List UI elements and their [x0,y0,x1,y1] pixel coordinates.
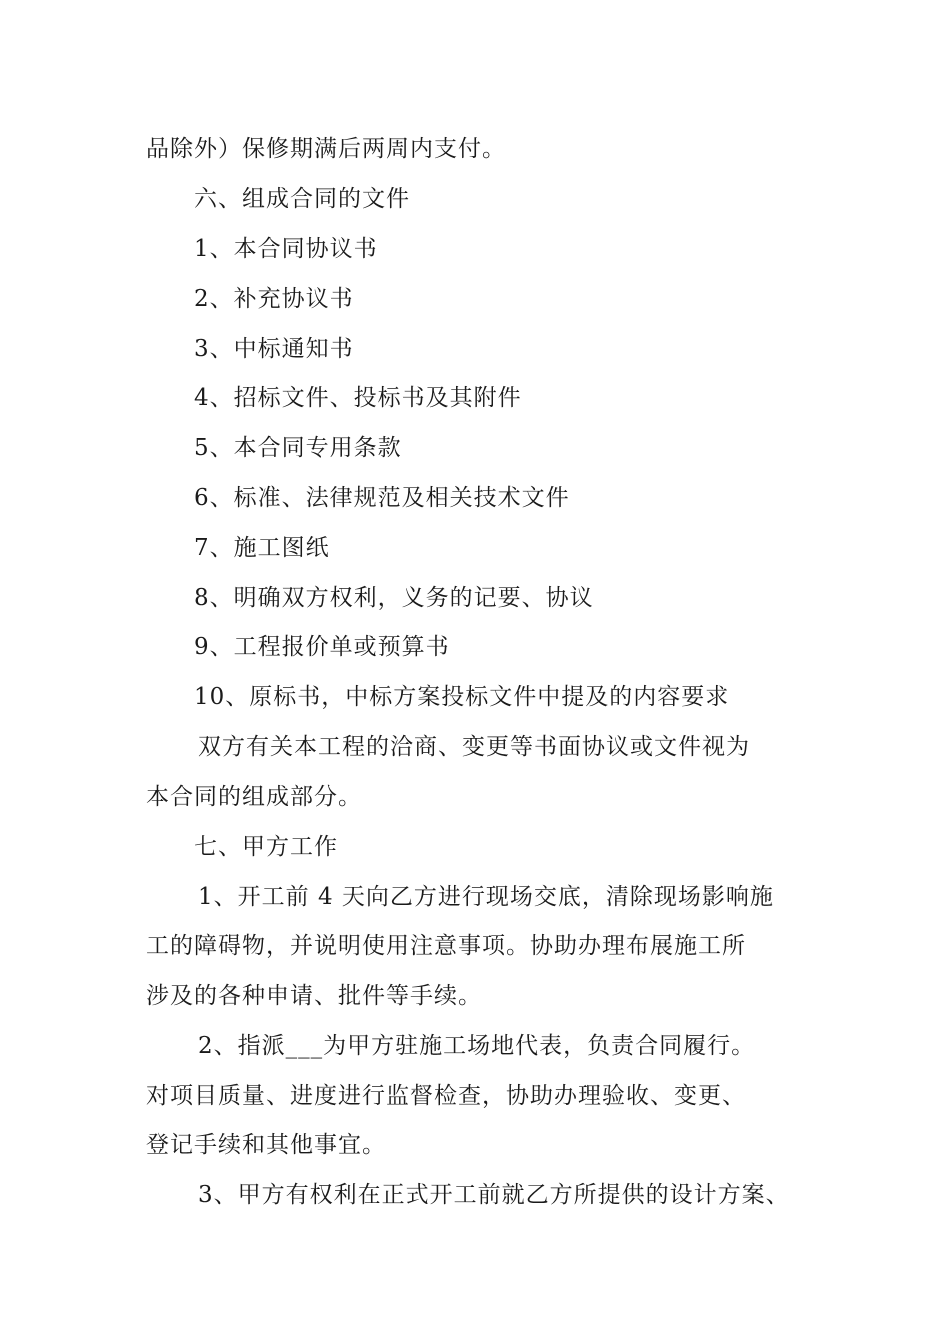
list-item: 9、工程报价单或预算书 [194,634,450,660]
list-item: 10、原标书，中标方案投标文件中提及的内容要求 [194,684,730,710]
list-item: 3、中标通知书 [194,336,354,362]
list-item: 6、标准、法律规范及相关技术文件 [194,485,570,511]
paragraph-line: 2、指派___为甲方驻施工场地代表，负责合同履行。 [198,1033,756,1059]
section-heading: 六、组成合同的文件 [194,186,410,212]
paragraph-line: 双方有关本工程的洽商、变更等书面协议或文件视为 [198,734,750,760]
paragraph-line: 登记手续和其他事宜。 [146,1132,386,1158]
paragraph-line: 对项目质量、进度进行监督检查，协助办理验收、变更、 [146,1083,746,1109]
list-item: 8、明确双方权利，义务的记要、协议 [194,585,594,611]
list-item: 5、本合同专用条款 [194,435,402,461]
paragraph-line: 1、开工前 4 天向乙方进行现场交底，清除现场影响施 [198,884,774,910]
paragraph-line: 3、甲方有权利在正式开工前就乙方所提供的设计方案、 [198,1182,790,1208]
list-item: 7、施工图纸 [194,535,330,561]
paragraph-line: 品除外）保修期满后两周内支付。 [146,136,506,162]
list-item: 2、补充协议书 [194,286,354,312]
list-item: 4、招标文件、投标书及其附件 [194,385,522,411]
paragraph-line: 涉及的各种申请、批件等手续。 [146,983,482,1009]
paragraph-line: 工的障碍物，并说明使用注意事项。协助办理布展施工所 [146,933,746,959]
list-item: 1、本合同协议书 [194,236,378,262]
paragraph-line: 本合同的组成部分。 [146,784,362,810]
section-heading: 七、甲方工作 [194,834,338,860]
